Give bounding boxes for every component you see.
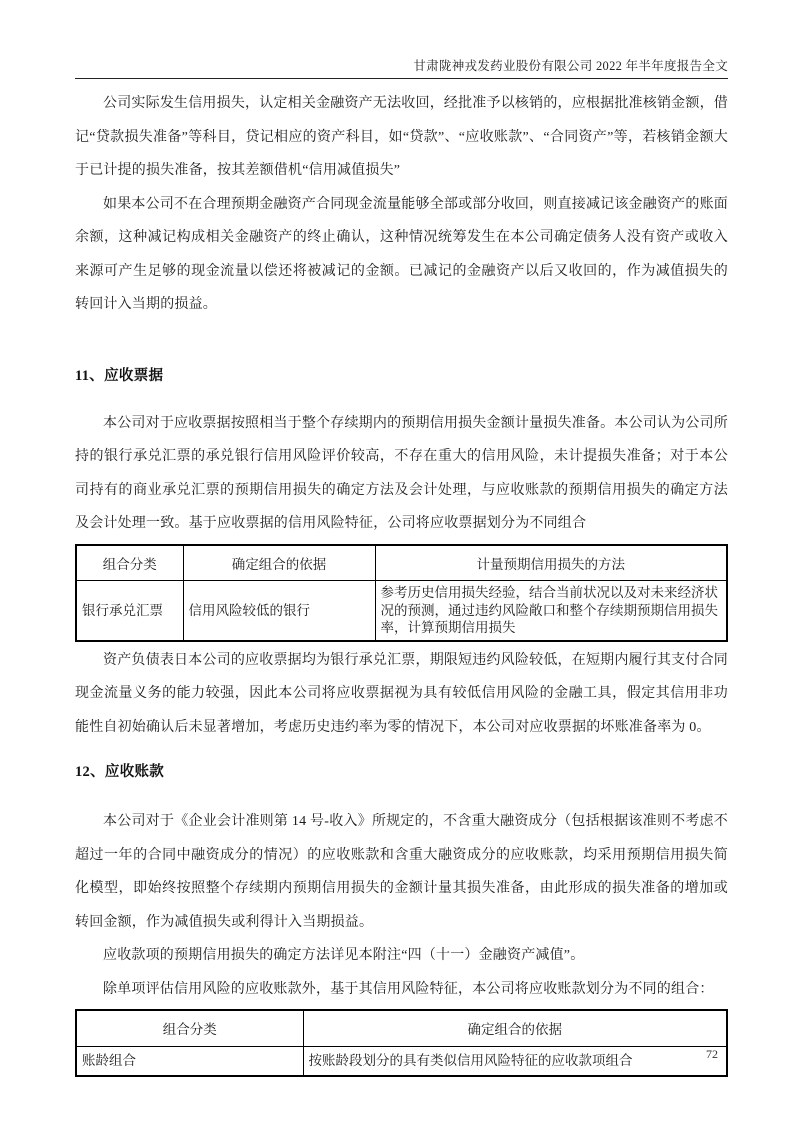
page-number: 72	[706, 1047, 718, 1061]
table-cell: 按账龄段划分的具有类似信用风险特征的应收款项组合	[303, 1046, 727, 1076]
table-row	[76, 1046, 727, 1076]
table-cell: 账龄组合	[76, 1046, 303, 1076]
paragraph-writeoff-derecognition: 如果本公司不在合理预期金融资产合同现金流量能够全部或部分收回，则直接减记该金融资产的账面余额，这种减记构成相关金融资产的终止确认，这种情况统筹发生在本公司确定债务人没有资产或收入来源可产生足够的现金流量以偿还将被减记的金额。已减记的金融资产以后又收回的，作为减值损失的转回计入当期的损益。	[75, 196, 728, 312]
notes-receivable-portfolio-table	[75, 544, 728, 642]
table-header-row	[76, 545, 727, 581]
table-cell: 参考历史信用损失经验，结合当前状况以及对未来经济状况的预测，通过违约风险敞口和整个存续期预期信用损失率，计算预期信用损失	[375, 581, 727, 641]
page-header	[75, 0, 728, 79]
document-body	[75, 87, 728, 1077]
table-row	[76, 581, 727, 641]
table-header-cell: 组合分类	[76, 545, 183, 581]
paragraph-ecl-method-reference: 应收款项的预期信用损失的确定方法详见本附注“四（十一）金融资产减值”。	[103, 948, 585, 963]
section-heading-accounts-receivable: 12、应收账款	[75, 764, 165, 780]
table-header-row	[76, 1010, 727, 1046]
paragraph-notes-receivable-provision: 资产负债表日本公司的应收票据均为银行承兑汇票，期限短违约风险较低，在短期内履行其支付合同现金流量义务的能力较强，因此本公司将应收票据视为具有较低信用风险的金融工具，假定其信用非功能性自初始确认后未显著增加，考虑历史违约率为零的情况下，本公司对应收票据的坏账准备率为 0。	[75, 652, 728, 735]
accounts-receivable-portfolio-table	[75, 1009, 728, 1077]
section-heading-notes-receivable: 11、应收票据	[75, 367, 164, 384]
paragraph-notes-receivable-policy: 本公司对于应收票据按照相当于整个存续期内的预期信用损失金额计量损失准备。本公司认为公司所持的银行承兑汇票的承兑银行信用风险评价较高，不存在重大的信用风险，未计提损失准备；对于本公司持有的商业承兑汇票的预期信用损失的确定方法及会计处理，与应收账款的预期信用损失的确定方法及会计处理一致。基于应收票据的信用风险特征，公司将应收票据划分为不同组合	[75, 415, 728, 531]
paragraph-accounts-receivable-policy: 本公司对于《企业会计准则第 14 号-收入》所规定的，不含重大融资成分（包括根据该准则不考虑不超过一年的合同中融资成分的情况）的应收账款和含重大融资成分的应收账款，均采用预期信用损失简化模型，即始终按照整个存续期内预期信用损失的金额计量其损失准备，由此形成的损失准备的增加或转回金额，作为减值损失或利得计入当期损益。	[75, 814, 728, 930]
table-header-cell: 确定组合的依据	[183, 545, 375, 581]
table-header-cell: 组合分类	[76, 1010, 303, 1046]
paragraph-credit-loss-writeoff: 公司实际发生信用损失，认定相关金融资产无法收回，经批准予以核销的，应根据批准核销金额，借记“贷款损失准备”等科目，贷记相应的资产科目，如“贷款”、“应收账款”、“合同资产”等，若核销金额大于已计提的损失准备，按其差额借机“信用减值损失”	[75, 96, 728, 178]
table-header-cell: 确定组合的依据	[303, 1010, 727, 1046]
paragraph-portfolio-classification: 除单项评估信用风险的应收账款外，基于其信用风险特征，本公司将应收账款划分为不同的组合：	[103, 981, 714, 997]
table-header-cell: 计量预期信用损失的方法	[375, 545, 727, 581]
table-cell: 信用风险较低的银行	[183, 581, 375, 641]
report-title: 甘肃陇神戎发药业股份有限公司 2022 年半年度报告全文	[413, 59, 728, 73]
table-cell: 银行承兑汇票	[76, 581, 183, 641]
